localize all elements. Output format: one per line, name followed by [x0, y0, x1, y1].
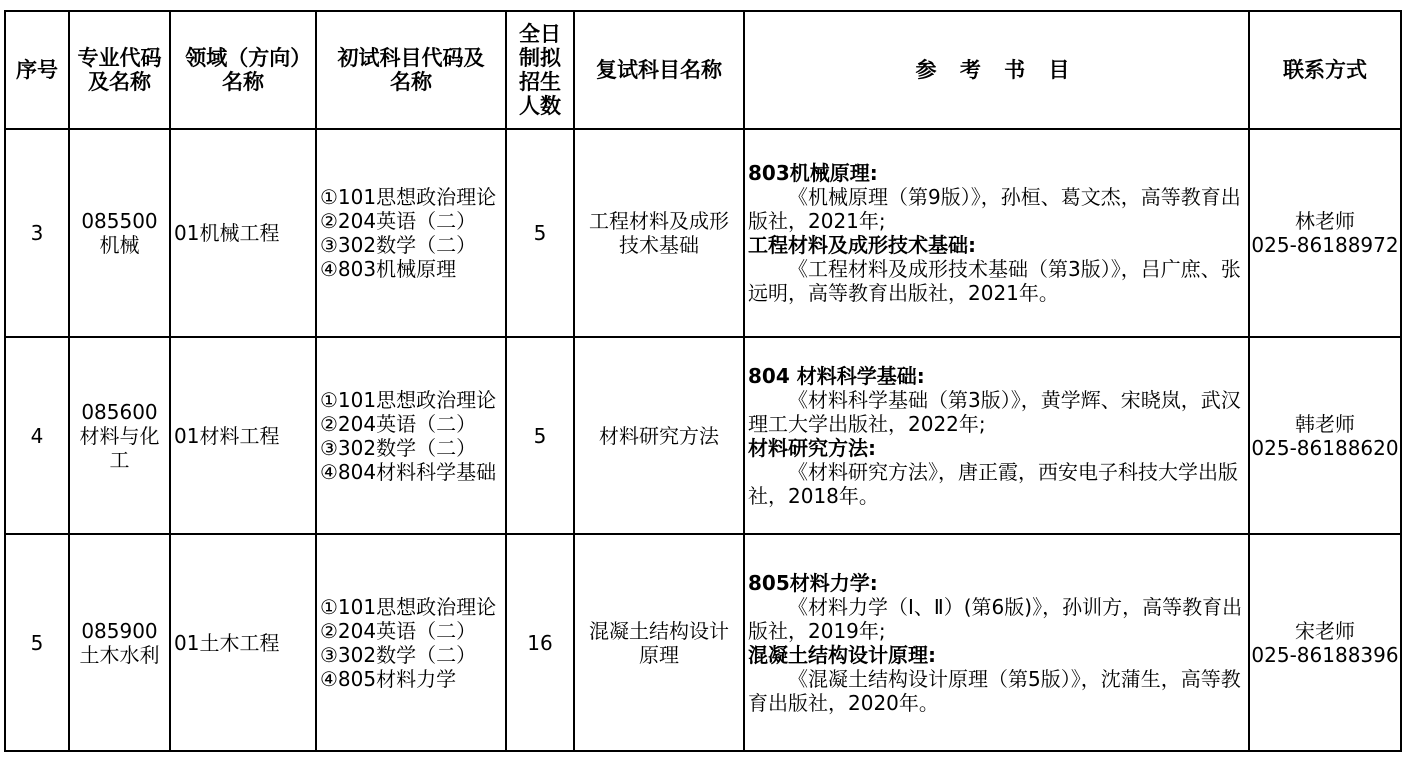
row-field: 01土木工程 — [170, 534, 316, 751]
table-row — [5, 534, 1401, 751]
book-reference: 《混凝土结构设计原理（第5版）》，沈蒲生，高等教育出版社，2020年。 — [748, 666, 1241, 715]
header-quota: 全日制拟招生人数 — [506, 11, 574, 129]
subject-item: ②204英语（二） — [320, 209, 477, 233]
subject-item: ③302数学（二） — [320, 435, 477, 460]
table-row — [5, 129, 1401, 337]
subject-item: ④805材料力学 — [320, 666, 457, 691]
row-seq: 4 — [5, 337, 69, 534]
row-major — [69, 129, 170, 337]
table-row — [5, 337, 1401, 534]
row-books — [744, 129, 1249, 337]
book-reference: 《材料力学（Ⅰ、Ⅱ）(第6版)》，孙训方，高等教育出版社，2019年; — [748, 594, 1243, 643]
contact-phone: 025-86188620 — [1251, 435, 1399, 460]
row-contact — [1249, 337, 1401, 534]
subject-item: ②204英语（二） — [320, 618, 477, 643]
contact-name: 林老师 — [1295, 209, 1355, 233]
row-quota: 16 — [506, 534, 574, 751]
subject-item: ①101思想政治理论 — [320, 185, 497, 209]
subject-item: ④804材料科学基础 — [320, 459, 497, 484]
major-name: 机械 — [99, 233, 140, 257]
row-subjects — [316, 129, 506, 337]
contact-name: 宋老师 — [1295, 618, 1355, 643]
book-subject-title: 混凝土结构设计原理: — [748, 642, 936, 667]
subject-item: ②204英语（二） — [320, 411, 477, 436]
header-initial: 初试科目代码及名称 — [316, 11, 506, 129]
subject-item: ③302数学（二） — [320, 233, 477, 257]
book-reference: 《材料科学基础（第3版）》，黄学辉、宋晓岚，武汉理工大学出版社，2022年; — [748, 387, 1241, 436]
book-subject-title: 材料研究方法: — [748, 435, 876, 460]
major-code: 085900 — [81, 618, 158, 643]
row-major — [69, 337, 170, 534]
row-contact — [1249, 129, 1401, 337]
header-seq: 序号 — [5, 11, 69, 129]
row-retest: 混凝土结构设计原理 — [574, 534, 744, 751]
book-reference: 《工程材料及成形技术基础（第3版）》，吕广庶、张远明，高等教育出版社，2021年。 — [748, 257, 1241, 305]
subject-item: ③302数学（二） — [320, 642, 477, 667]
contact-phone: 025-86188972 — [1251, 233, 1399, 257]
book-subject-title: 803机械原理: — [748, 161, 878, 185]
row-subjects — [316, 337, 506, 534]
book-subject-title: 804 材料科学基础: — [748, 363, 925, 388]
admissions-table — [4, 10, 1402, 752]
row-retest: 工程材料及成形技术基础 — [574, 129, 744, 337]
major-name: 材料与化工 — [79, 423, 160, 472]
book-reference: 《机械原理（第9版）》，孙桓、葛文杰，高等教育出版社，2021年; — [748, 185, 1241, 233]
header-field: 领域（方向）名称 — [170, 11, 316, 129]
major-code: 085600 — [81, 399, 158, 424]
contact-name: 韩老师 — [1295, 411, 1355, 436]
major-name: 土木水利 — [79, 642, 160, 667]
header-contact: 联系方式 — [1249, 11, 1401, 129]
header-retest: 复试科目名称 — [574, 11, 744, 129]
row-seq: 5 — [5, 534, 69, 751]
row-quota: 5 — [506, 337, 574, 534]
subject-item: ①101思想政治理论 — [320, 387, 497, 412]
row-quota: 5 — [506, 129, 574, 337]
book-subject-title: 805材料力学: — [748, 570, 878, 595]
row-major — [69, 534, 170, 751]
contact-phone: 025-86188396 — [1251, 642, 1399, 667]
book-reference: 《材料研究方法》，唐正霞，西安电子科技大学出版社，2018年。 — [748, 459, 1238, 508]
header-row — [5, 11, 1401, 129]
row-seq: 3 — [5, 129, 69, 337]
header-books: 参 考 书 目 — [744, 11, 1249, 129]
row-field: 01机械工程 — [170, 129, 316, 337]
subject-item: ④803机械原理 — [320, 257, 457, 281]
subject-item: ①101思想政治理论 — [320, 594, 497, 619]
row-books — [744, 534, 1249, 751]
row-field: 01材料工程 — [170, 337, 316, 534]
row-contact — [1249, 534, 1401, 751]
row-retest: 材料研究方法 — [574, 337, 744, 534]
row-books — [744, 337, 1249, 534]
major-code: 085500 — [81, 209, 158, 233]
header-major: 专业代码及名称 — [69, 11, 170, 129]
book-subject-title: 工程材料及成形技术基础: — [748, 233, 976, 257]
row-subjects — [316, 534, 506, 751]
